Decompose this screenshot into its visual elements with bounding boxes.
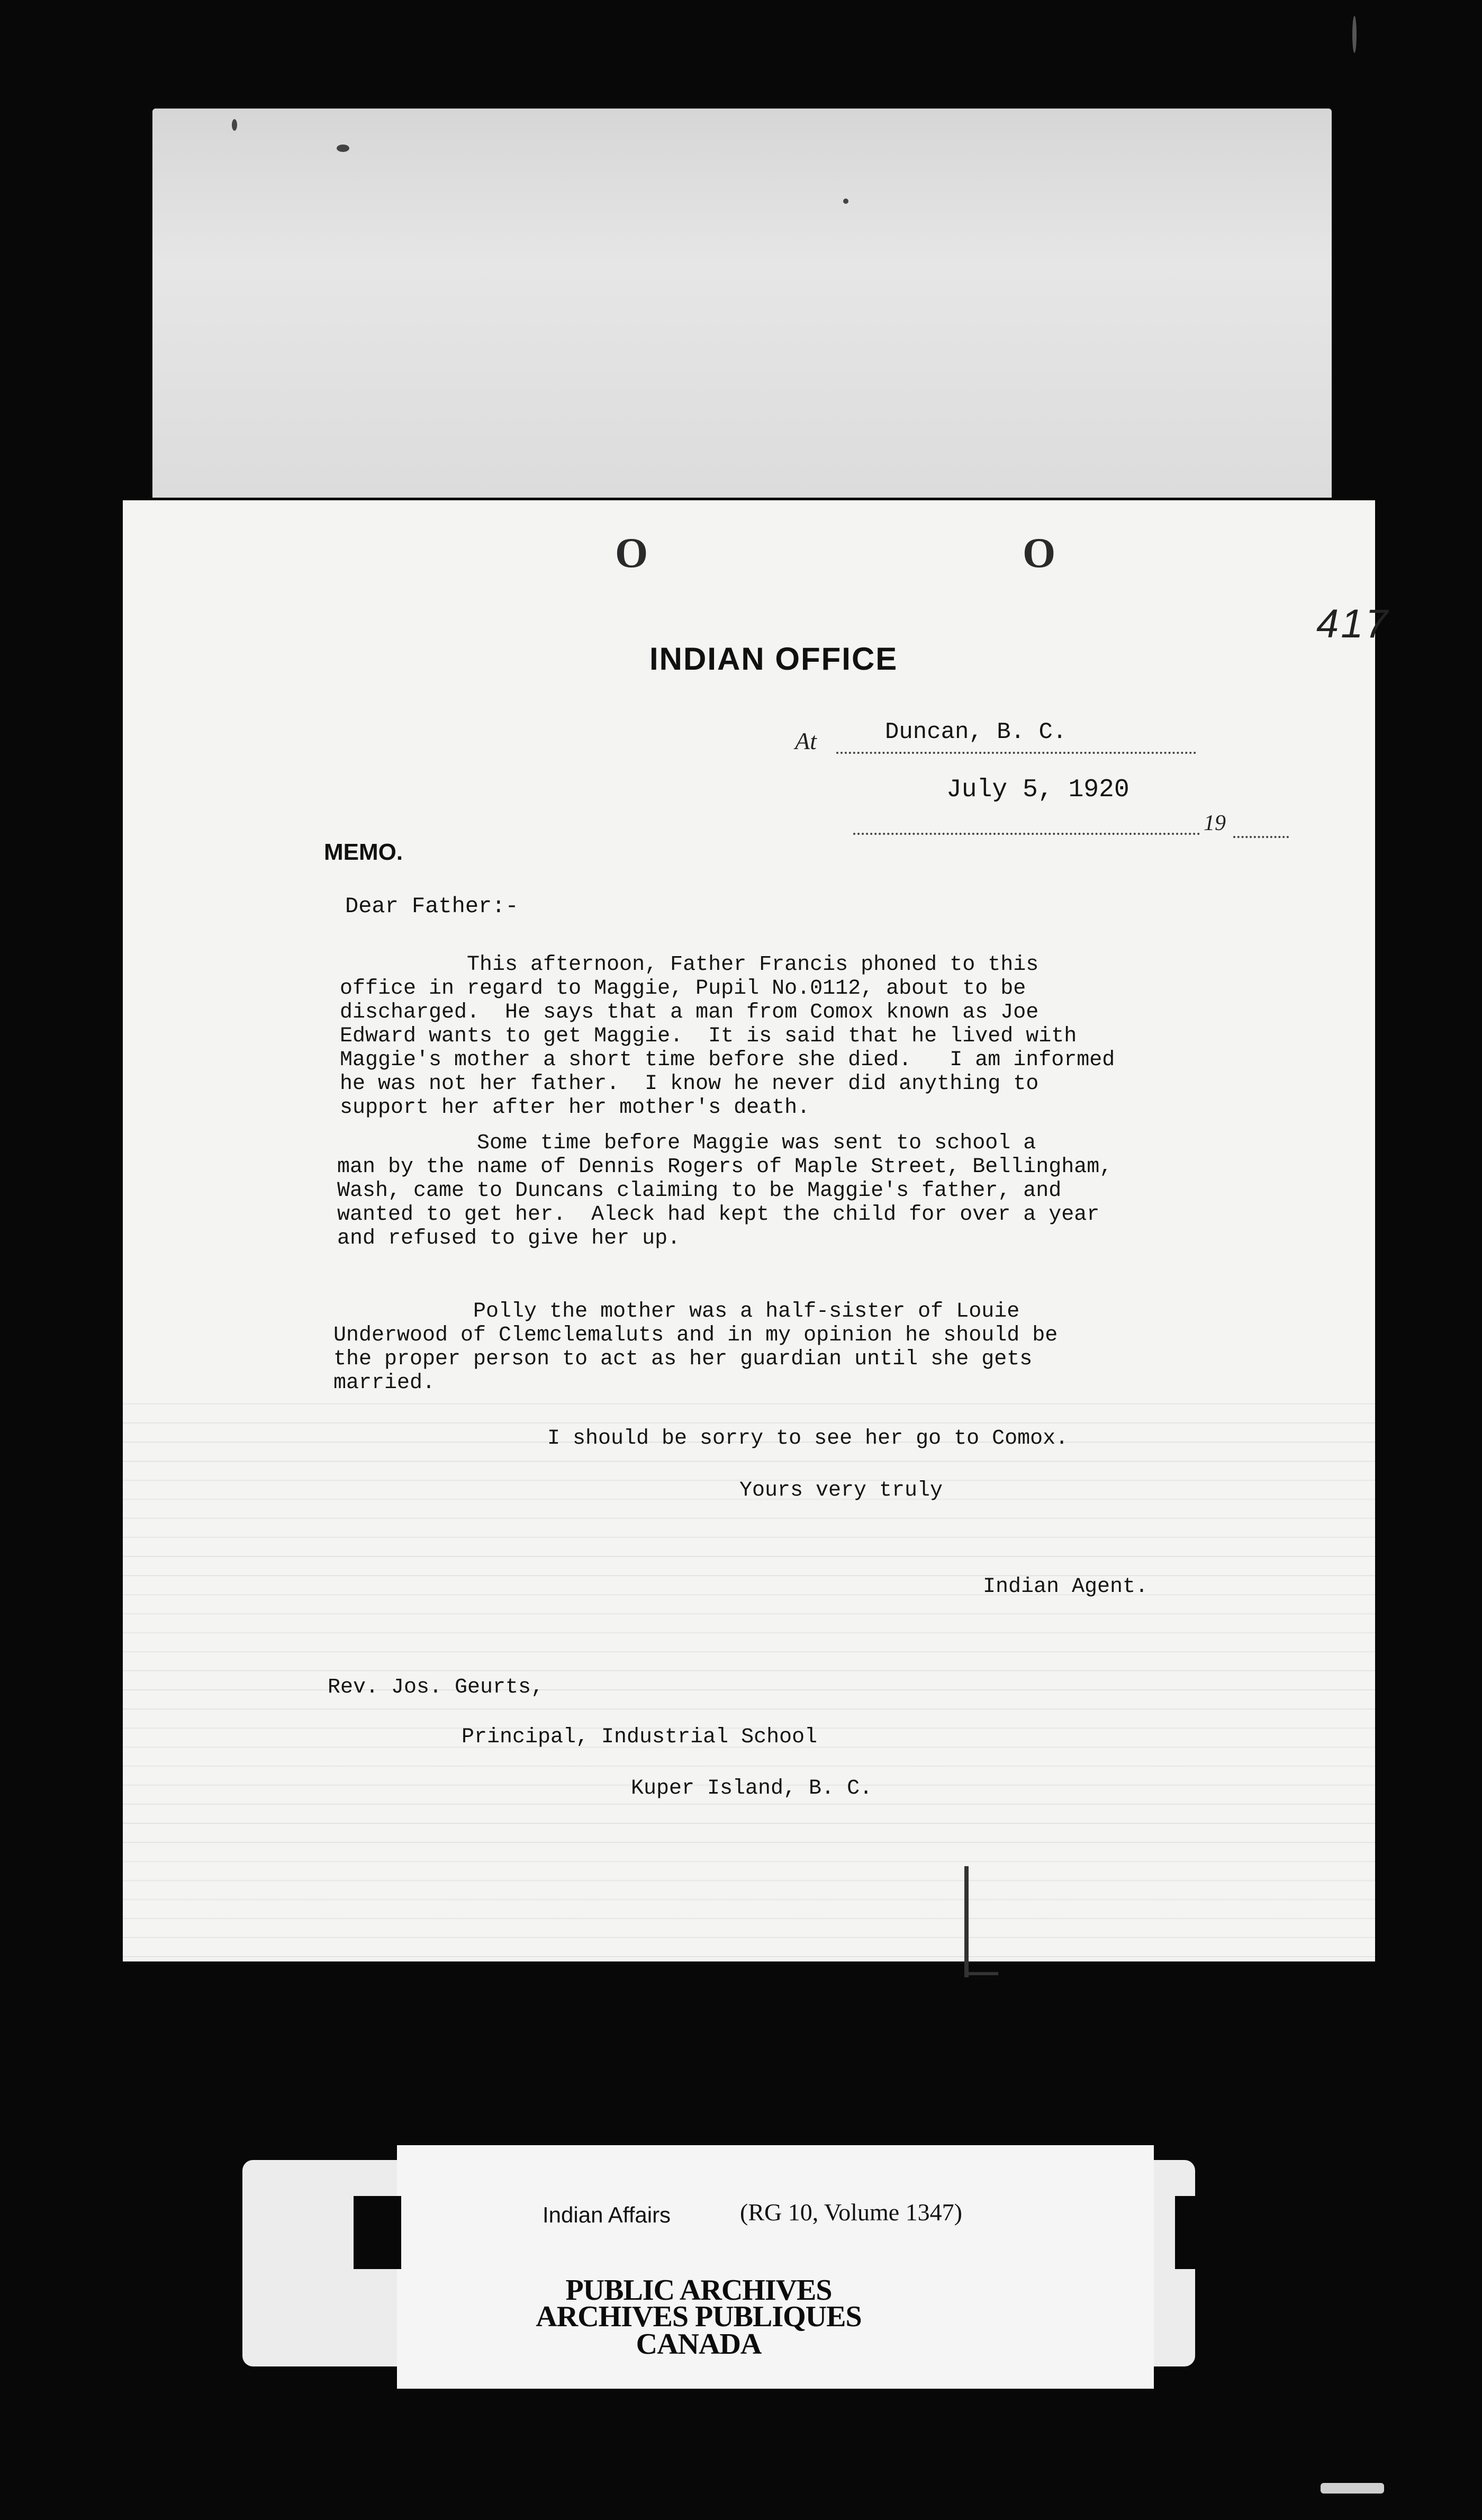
label-slot-left (354, 2196, 401, 2269)
folder-card (152, 109, 1332, 498)
film-speck (1321, 2483, 1384, 2494)
salutation: Dear Father:- (345, 894, 519, 919)
archive-reference: (RG 10, Volume 1347) (740, 2199, 962, 2226)
year-prefix: 19 (1204, 811, 1226, 835)
sheet-upper (123, 500, 1375, 1400)
at-label: At (795, 727, 817, 754)
film-speck (1352, 16, 1357, 53)
date-field-line (853, 806, 1200, 835)
memo-sheet (123, 500, 1390, 1961)
card-speck (232, 119, 237, 131)
folio-number: 417 (1316, 601, 1390, 646)
office-title: INDIAN OFFICE (649, 641, 898, 677)
punch-mark-right: O (1023, 530, 1056, 577)
paragraph-1: This afternoon, Father Francis phoned to this office in regard to Maggie, Pupil No.0112, about to be discharged. He says that a man from Comox known as Joe Edward wants to get Maggie. It is said that he lived with Maggie's mother a short time before she died. I am informed he was not her father. I know he never did anything to support her after her mother's death. (340, 953, 1115, 1120)
archive-line-english: PUBLIC ARCHIVES (565, 2274, 832, 2307)
punch-mark-left: O (615, 530, 648, 577)
closing-sentence: I should be sorry to see her go to Comox. (547, 1427, 1069, 1451)
location-value: Duncan, B. C. (885, 719, 1067, 745)
archive-line-french: ARCHIVES PUBLIQUES (536, 2300, 862, 2333)
paragraph-3: Polly the mother was a half-sister of Louie Underwood of Clemclemaluts and in my opinion he should be the proper person to act as her guardian until she gets married. (333, 1300, 1058, 1395)
pencil-mark (964, 1866, 969, 1977)
sign-off: Yours very truly (739, 1479, 943, 1502)
pencil-mark-foot (966, 1972, 998, 1975)
year-field-line (1233, 811, 1289, 838)
paragraph-2: Some time before Maggie was sent to school a man by the name of Dennis Rogers of Maple Street, Bellingham, Wash, came to Duncans claiming to be Maggie's father, and wanted to get her. Aleck had kept the child for over a year and refused to give her up. (337, 1131, 1113, 1250)
archive-line-country: CANADA (636, 2328, 762, 2361)
recipient-name: Rev. Jos. Geurts, (328, 1676, 544, 1699)
signature-title: Indian Agent. (983, 1575, 1149, 1599)
card-speck (337, 145, 349, 152)
recipient-location: Kuper Island, B. C. (631, 1777, 873, 1801)
memo-label: MEMO. (324, 839, 403, 865)
recipient-title: Principal, Industrial School (462, 1725, 818, 1749)
label-slot-right (1175, 2196, 1217, 2269)
card-speck (843, 199, 848, 204)
archive-collection: Indian Affairs (543, 2202, 671, 2227)
date-value: July 5, 1920 (946, 776, 1129, 804)
